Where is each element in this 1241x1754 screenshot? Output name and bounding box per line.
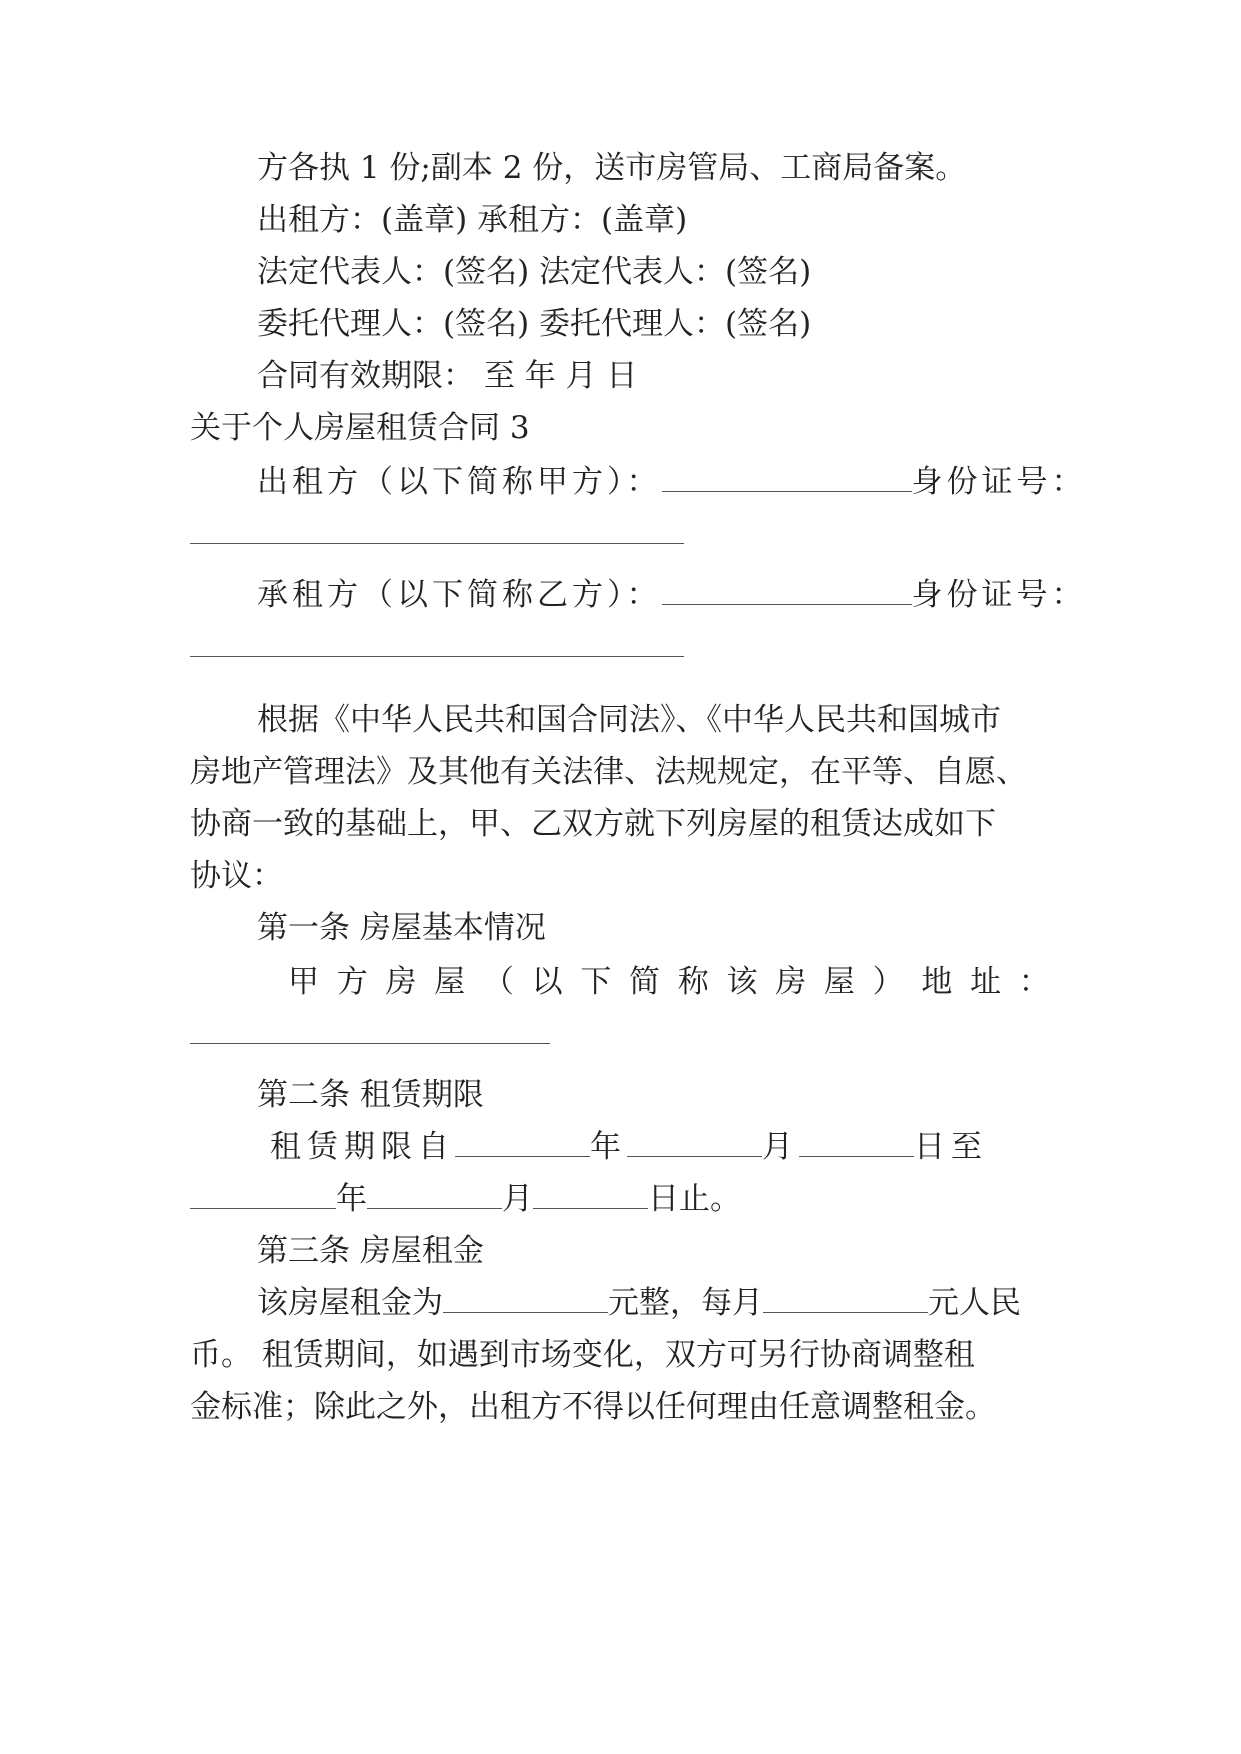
year-label: 年: [590, 1129, 627, 1165]
rent-line-1: [257, 1283, 1050, 1323]
term-label: 租赁期限自: [270, 1129, 455, 1165]
currency-label: 元人民: [928, 1285, 1021, 1321]
lessee-label: 承租方（以下简称乙方）：: [257, 577, 662, 613]
legal-rep-line: 法定代表人：(签名) 法定代表人：(签名): [257, 254, 812, 290]
address-char: 以: [531, 964, 563, 1000]
address-line: [288, 962, 1050, 1002]
lessee-name-blank: [662, 578, 912, 605]
lessor-line: [257, 462, 1087, 502]
day-label: 日止。: [648, 1181, 741, 1217]
lessee-id-blank: [190, 656, 684, 657]
agent-line: 委托代理人：(签名) 委托代理人：(签名): [257, 306, 812, 342]
article-1-heading: 第一条 房屋基本情况: [257, 910, 546, 946]
paragraph-line: 金标准；除此之外，出租方不得以任何理由任意调整租金。: [190, 1389, 996, 1425]
paragraph-line: 协议：: [190, 858, 283, 894]
address-char: 甲: [288, 964, 319, 1000]
term-line-2: [190, 1179, 1050, 1219]
end-year-blank: [190, 1182, 336, 1209]
day-label: 日至: [914, 1129, 988, 1165]
address-char: 下: [580, 964, 612, 1000]
start-year-blank: [455, 1130, 590, 1157]
year-label: 年: [336, 1181, 367, 1217]
lessor-label: 出租方（以下简称甲方）：: [257, 464, 662, 500]
lessor-id-blank: [190, 543, 684, 544]
term-line-1: [270, 1127, 1050, 1167]
address-char: ）: [872, 964, 904, 1000]
address-char: 方: [336, 964, 368, 1000]
address-blank: [190, 1043, 550, 1044]
paragraph-line: 房地产管理法》及其他有关法律、法规规定，在平等、自愿、: [190, 754, 1027, 790]
address-char: 房: [775, 964, 807, 1000]
paragraph-line: 根据《中华人民共和国合同法》、《中华人民共和国城市: [257, 702, 1001, 738]
lessor-name-blank: [662, 465, 912, 492]
section-title: 关于个人房屋租赁合同 3: [190, 410, 530, 446]
address-char: 该: [726, 964, 758, 1000]
paragraph-line: 协商一致的基础上，甲、乙双方就下列房屋的租赁达成如下: [190, 806, 996, 842]
lessee-line: [257, 575, 1087, 615]
lessee-id-label: 身份证号：: [911, 577, 1087, 613]
month-label: 月: [502, 1181, 533, 1217]
month-label: 月: [762, 1129, 799, 1165]
signature-seal-line: 出租方：(盖章) 承租方：(盖章): [257, 202, 688, 238]
address-char: 屋: [823, 964, 855, 1000]
address-char: 称: [677, 964, 709, 1000]
end-month-blank: [367, 1182, 502, 1209]
address-char: 简: [629, 964, 661, 1000]
rent-monthly-blank: [763, 1286, 928, 1313]
rent-monthly-label: 元整，每月: [608, 1285, 763, 1321]
address-char: 地: [921, 964, 953, 1000]
address-char: 址: [970, 964, 1002, 1000]
end-day-blank: [533, 1182, 648, 1209]
address-char: ：: [1018, 964, 1050, 1000]
address-char: 屋: [434, 964, 466, 1000]
address-char: 房: [385, 964, 417, 1000]
rent-total-blank: [443, 1286, 608, 1313]
article-3-heading: 第三条 房屋租金: [257, 1233, 484, 1269]
rent-label: 该房屋租金为: [257, 1285, 443, 1321]
start-day-blank: [799, 1130, 914, 1157]
validity-line: 合同有效期限： 至 年 月 日: [257, 358, 638, 394]
paragraph-line: 币。 租赁期间，如遇到市场变化，双方可另行协商调整租: [190, 1337, 975, 1373]
article-2-heading: 第二条 租赁期限: [257, 1077, 484, 1113]
text-line: 方各执 1 份;副本 2 份，送市房管局、工商局备案。: [257, 150, 967, 186]
lessor-id-label: 身份证号：: [911, 464, 1087, 500]
start-month-blank: [627, 1130, 762, 1157]
address-char: （: [482, 964, 514, 1000]
